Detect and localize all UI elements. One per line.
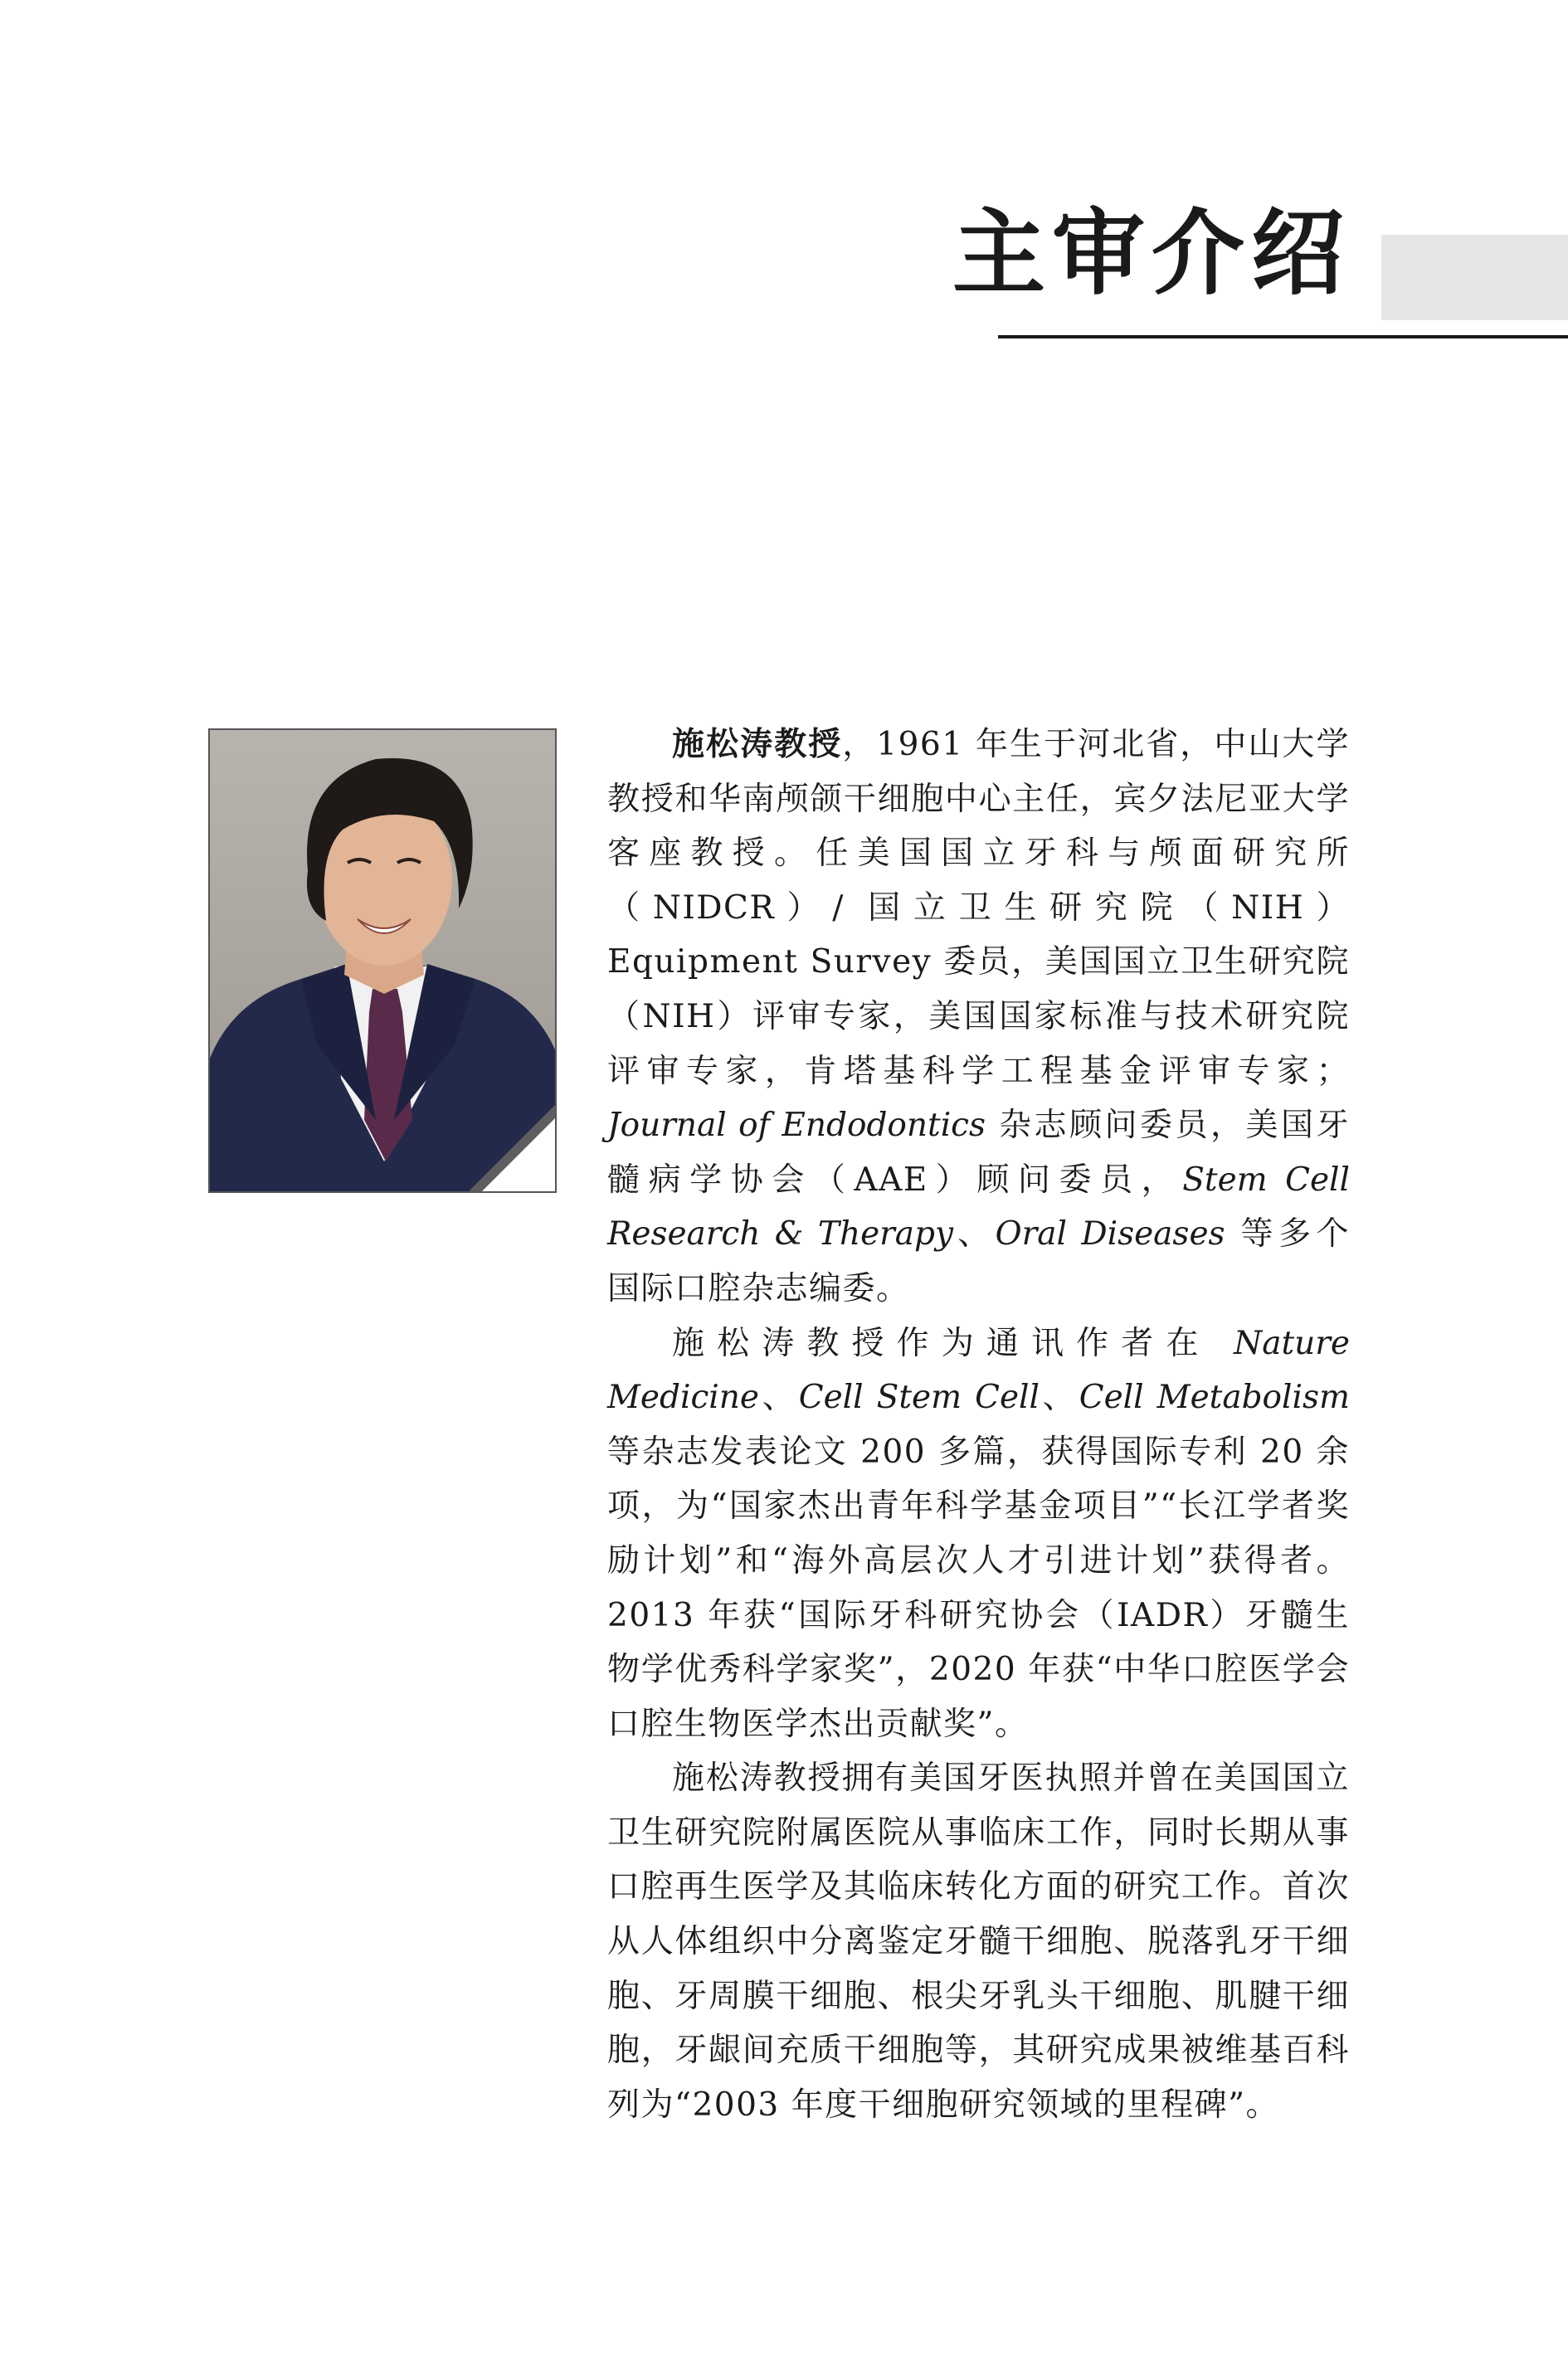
bio-text: 施松涛教授作为通讯作者在 [672,1324,1234,1362]
bio-text: 、 [953,1215,996,1253]
bio-paragraph-2 [607,1317,1350,1752]
journal-title: Nature Medicine [607,1324,1350,1417]
bio-text: ，1961 年生于河北省，中山大学教授和华南颅颌干细胞中心主任，宾夕法尼亚大学客座教授。任美国国立牙科与颅面研究所（NIDCR）/ 国立卫生研究院（NIH）Equipment Survey 委员，美国国立卫生研究院（NIH）评审专家，美国国家标准与技术研究院评审专家，肯塔基科学工程基金评审专家； [607,726,1350,1090]
bio-text: 施松涛教授拥有美国牙医执照并曾在美国国立卫生研究院附属医院从事临床工作，同时长期从事口腔再生医学及其临床转化方面的研究工作。首次从人体组织中分离鉴定牙髓干细胞、脱落乳牙干细胞、牙周膜干细胞、根尖牙乳头干细胞、肌腱干细胞，牙龈间充质干细胞等，其研究成果被维基百科列为“2003 年度干细胞研究领域的里程碑”。 [607,1760,1350,2124]
biography [607,718,1350,2132]
journal-title: Oral Diseases [995,1215,1225,1253]
portrait-photo [208,728,557,1193]
title-gray-block [1381,235,1568,320]
bio-text: 、 [1039,1379,1079,1417]
bio-text: 等多个国际口腔杂志编委。 [607,1215,1350,1307]
corner-cut [482,1118,555,1191]
bio-text: 等杂志发表论文 200 多篇，获得国际专利 20 余项，为“国家杰出青年科学基金项目”“长江学者奖励计划”和“海外高层次人才引进计划”获得者。2013 年获“国际牙科研究协会（IADR）牙髓生物学优秀科学家奖”，2020 年获“中华口腔医学会口腔生物医学杰出贡献奖”。 [607,1433,1350,1743]
page-title: 主审介绍 [952,200,1351,308]
journal-title: Journal of Endodontics [607,1107,986,1145]
bio-paragraph-1 [607,718,1350,1317]
bio-name: 施松涛教授 [672,726,843,763]
journal-title: Cell Metabolism [1079,1379,1350,1417]
bio-text: 杂志顾问委员，美国牙髓病学协会（AAE）顾问委员， [607,1107,1350,1199]
journal-title: Stem Cell Research & Therapy [607,1161,1350,1253]
journal-title: Cell Stem Cell [798,1379,1040,1417]
title-underline [998,335,1568,338]
bio-paragraph-3 [607,1751,1350,2132]
bio-text: 、 [758,1379,799,1417]
